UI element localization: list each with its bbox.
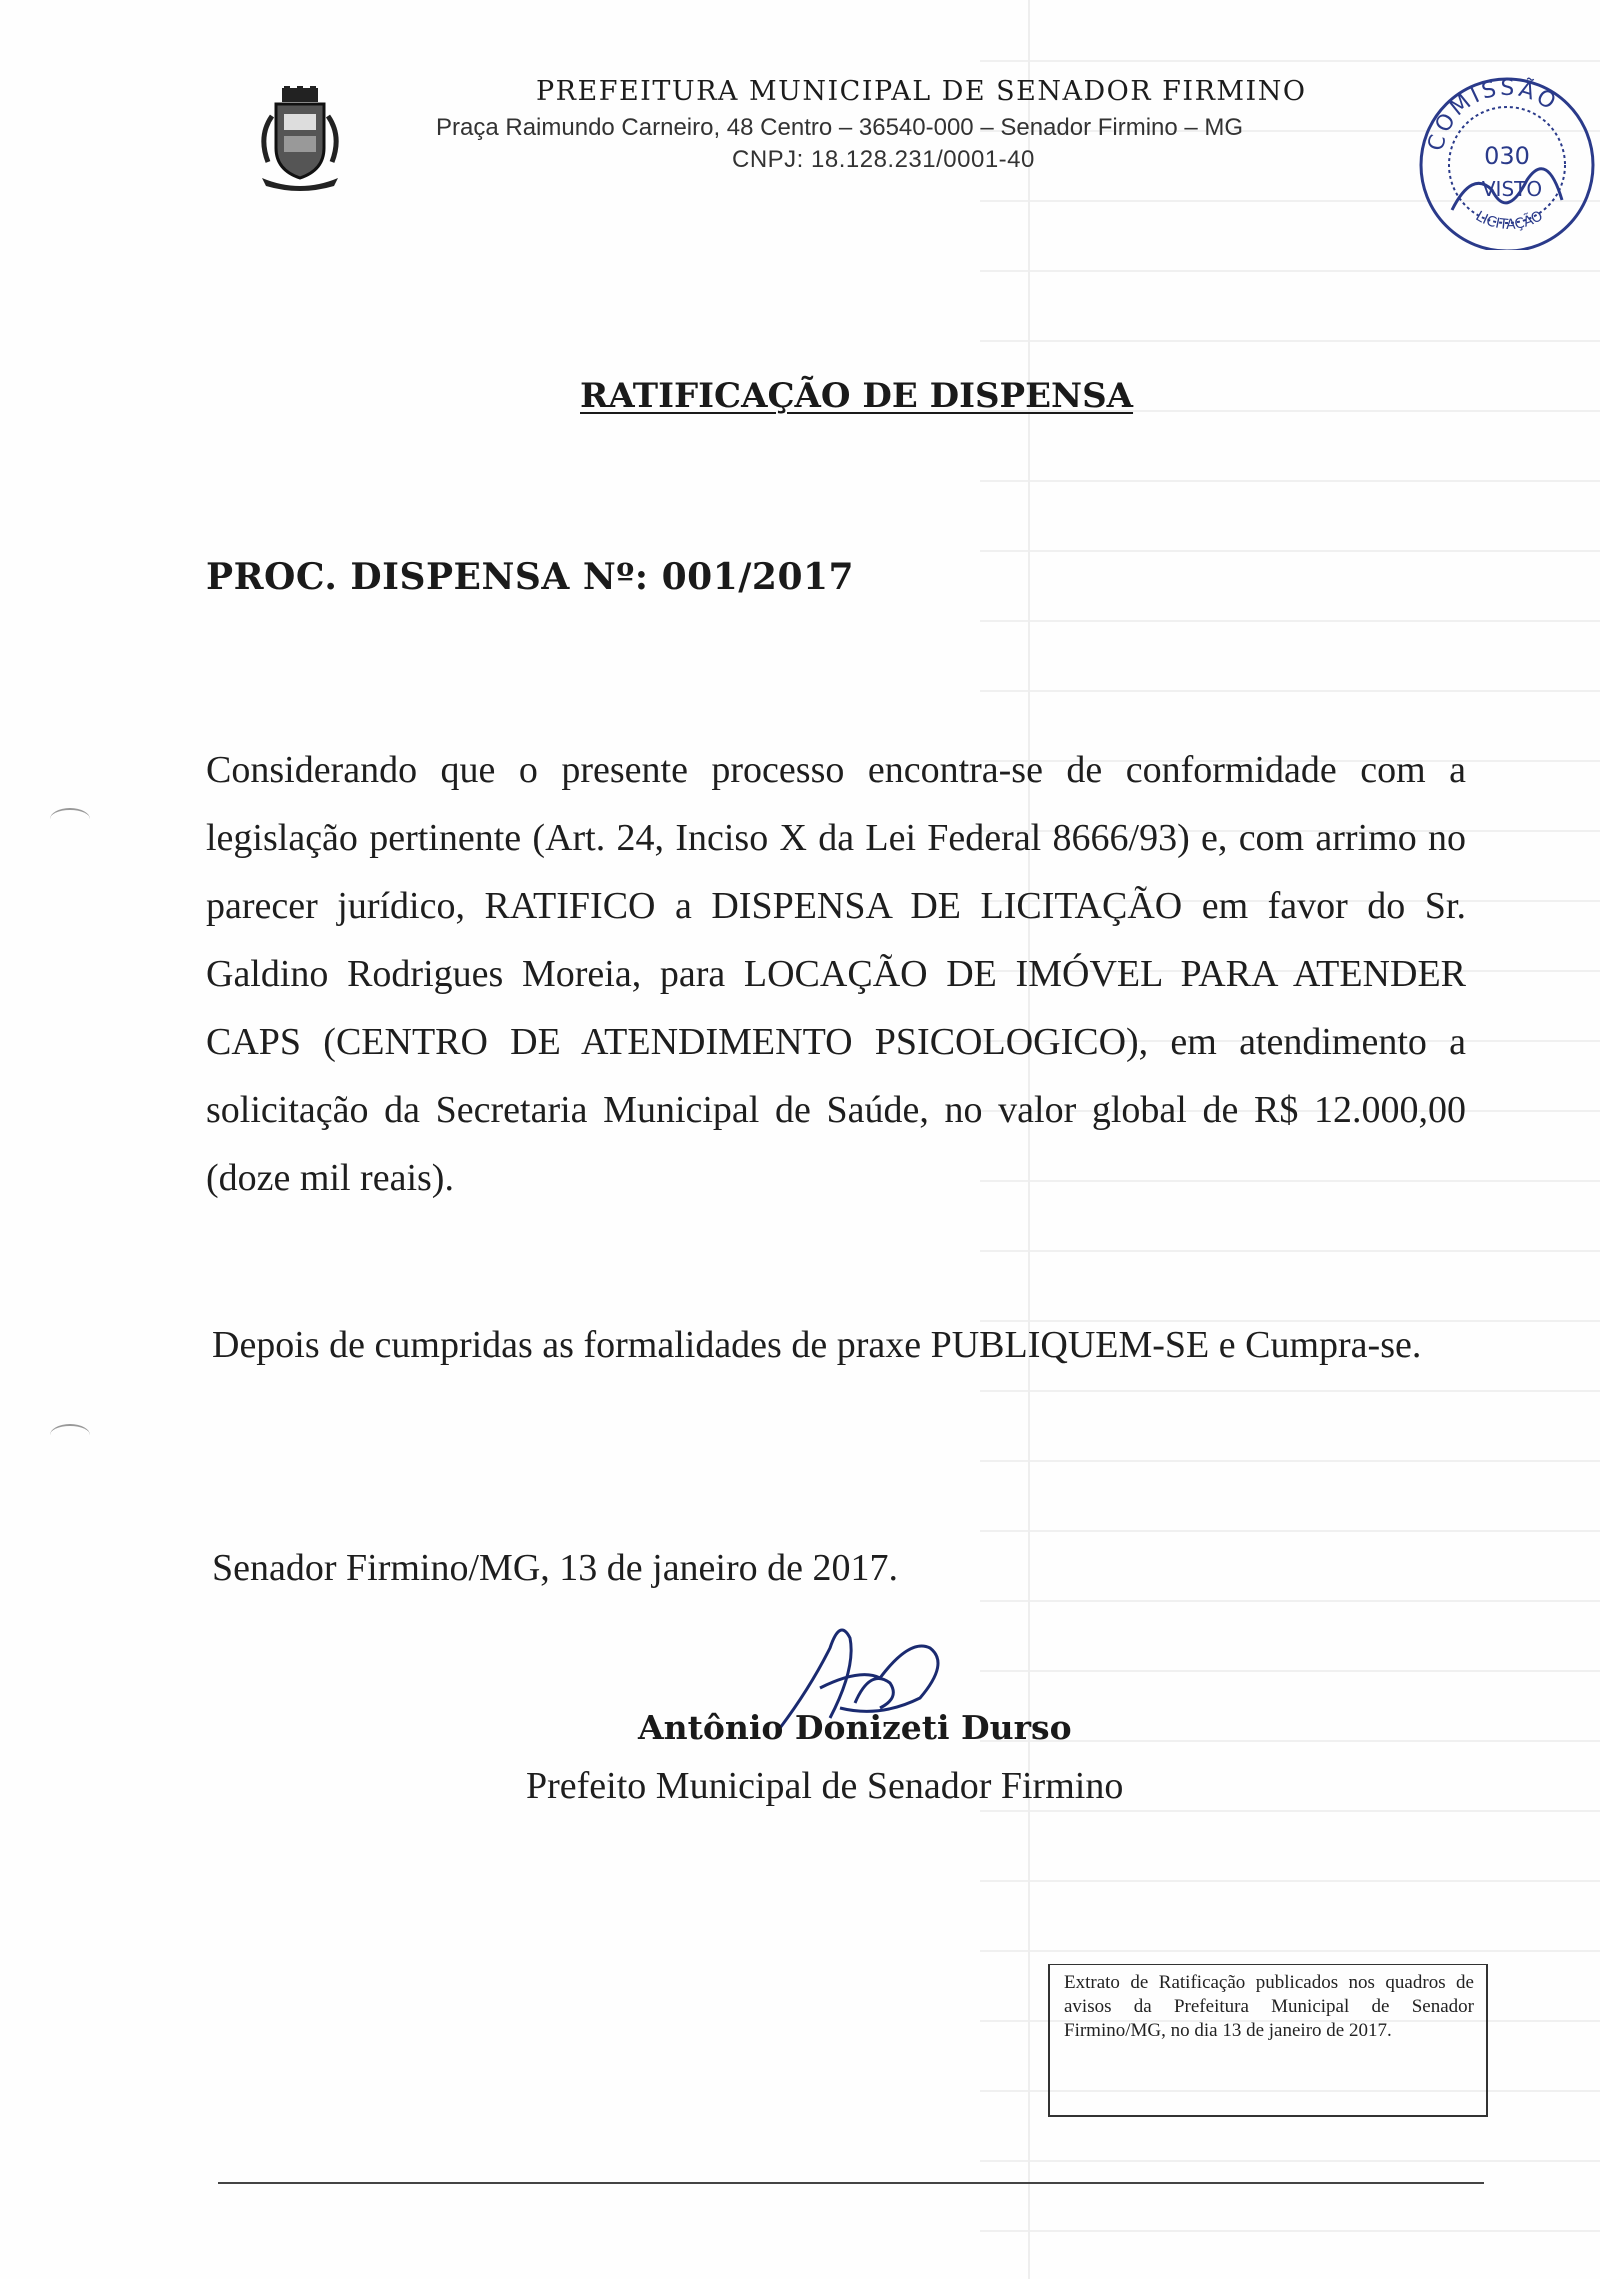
- ratification-paragraph: Considerando que o presente processo encontra-se de conformidade com a legislação pertinente (Art. 24, Inciso X da Lei Federal 8666/93) e, com arrimo no parecer jurídico, RATIFICO a DISPENSA DE LICITAÇÃO em favor do Sr. Galdino Rodrigues Moreia, para LOCAÇÃO DE IMÓVEL PARA ATENDER CAPS (CENTRO DE ATENDIMENTO PSICOLOGICO), em atendimento a solicitação da Secretaria Municipal de Saúde, no valor global de R$ 12.000,00 (doze mil reais).: [206, 749, 1466, 1199]
- stamp-middle-text: VISTO: [1481, 177, 1543, 201]
- stamp-top-text: COMISSÃO: [1423, 75, 1563, 154]
- signatory-role: Prefeito Municipal de Senador Firmino: [526, 1765, 1124, 1807]
- city-hall-cnpj: CNPJ: 18.128.231/0001-40: [732, 146, 1035, 173]
- document-date: Senador Firmino/MG, 13 de janeiro de 2017.: [212, 1547, 899, 1589]
- process-number: PROC. DISPENSA Nº: 001/2017: [206, 556, 855, 598]
- punch-mark: [50, 808, 90, 830]
- city-hall-address: Praça Raimundo Carneiro, 48 Centro – 36540-000 – Senador Firmino – MG: [436, 114, 1244, 141]
- publication-note-box: [1048, 1964, 1488, 2117]
- stamp-number: 030: [1484, 142, 1530, 170]
- municipal-crest-icon: [254, 86, 346, 194]
- closing-paragraph: Depois de cumpridas as formalidades de praxe PUBLIQUEM-SE e Cumpra-se.: [212, 1324, 1422, 1366]
- document-title: RATIFICAÇÃO DE DISPENSA: [580, 376, 1134, 416]
- footer-rule: [218, 2182, 1484, 2184]
- city-hall-title: PREFEITURA MUNICIPAL DE SENADOR FIRMINO: [536, 76, 1307, 107]
- signatory-name: Antônio Donizeti Durso: [638, 1708, 1072, 1747]
- commission-stamp: [1412, 50, 1600, 250]
- stamp-bottom-text: LICITAÇÃO: [1472, 208, 1546, 234]
- publication-note: Extrato de Ratificação publicados nos quadros de avisos da Prefeitura Municipal de Senador Firmino/MG, no dia 13 de janeiro de 2017.: [1064, 1972, 1474, 2041]
- svg-text:LICITAÇÃO: [1473, 208, 1546, 233]
- punch-mark: [50, 1424, 90, 1446]
